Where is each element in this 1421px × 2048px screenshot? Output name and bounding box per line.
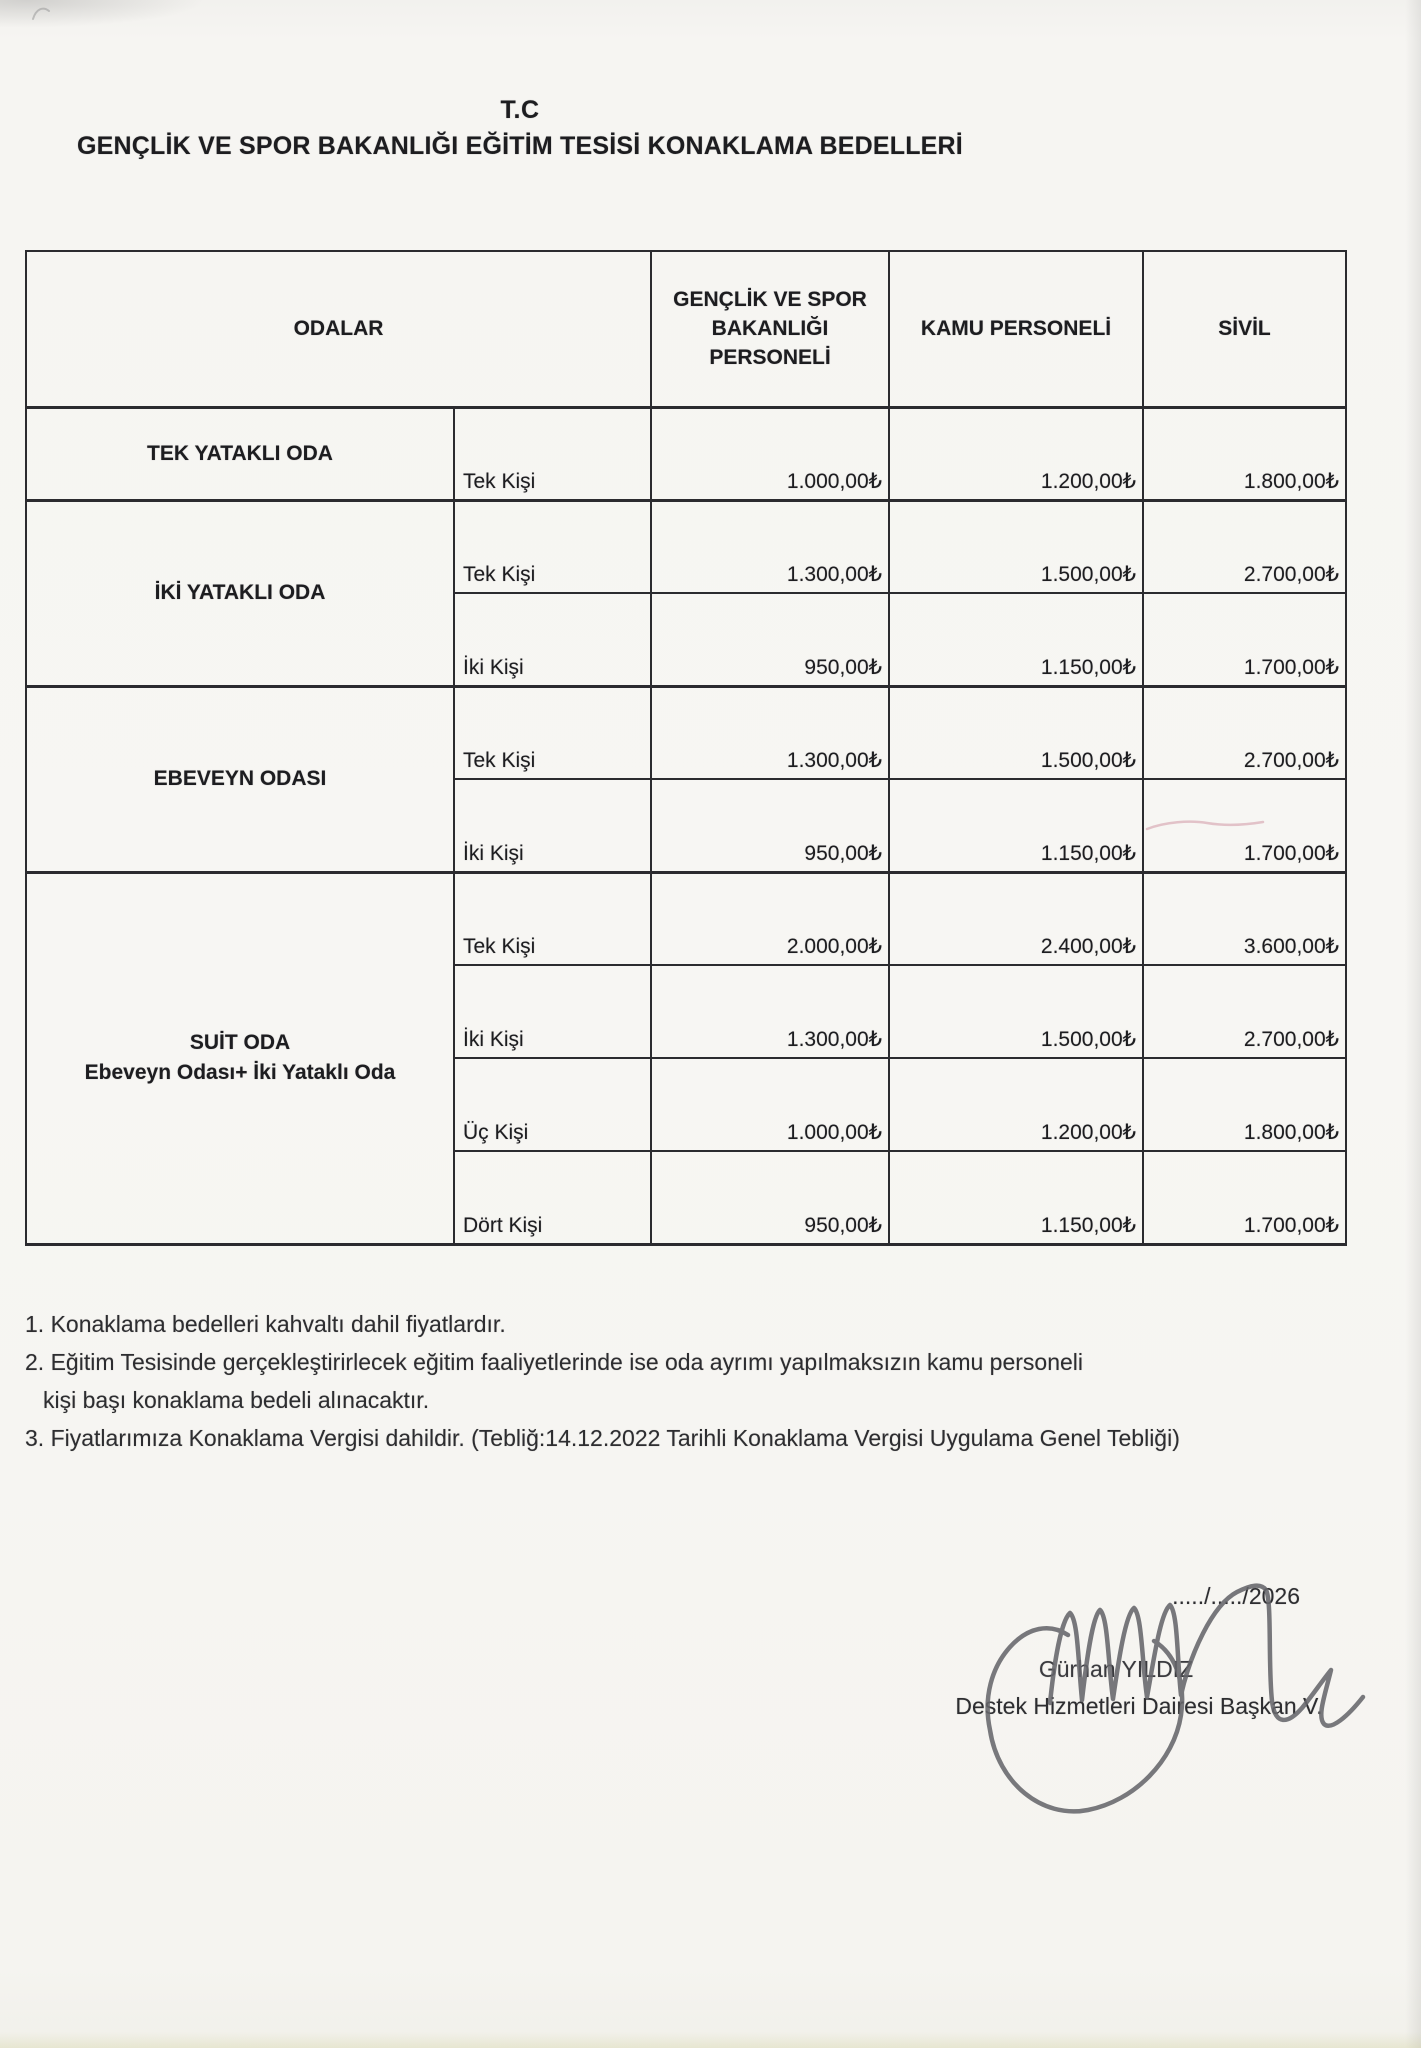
table-row	[26, 872, 1346, 965]
price-cell-kamu: 1.150,00₺	[889, 779, 1143, 872]
scan-edge-bottom	[0, 2032, 1421, 2048]
header-gsb-personeli-label: GENÇLİK VE SPOR BAKANLIĞI PERSONELİ	[673, 288, 867, 370]
notes-section	[25, 1312, 1180, 1464]
price-cell-sivil: 1.700,00₺	[1143, 1151, 1346, 1244]
price-cell-kamu: 1.500,00₺	[889, 500, 1143, 593]
header-odalar: ODALAR	[26, 251, 651, 407]
page-title: GENÇLİK VE SPOR BAKANLIĞI EĞİTİM TESİSİ KONAKLAMA BEDELLERİ	[77, 132, 963, 160]
small-pen-mark	[28, 2, 54, 24]
price-cell-kamu: 1.150,00₺	[889, 593, 1143, 686]
table-row	[26, 407, 1346, 500]
header-kamu-personeli: KAMU PERSONELİ	[889, 251, 1143, 407]
price-cell-sivil: 1.800,00₺	[1143, 1058, 1346, 1151]
document-header	[0, 96, 1040, 161]
handwritten-signature	[950, 1575, 1390, 1905]
occupancy-cell: İki Kişi	[454, 965, 651, 1058]
occupancy-cell: İki Kişi	[454, 779, 651, 872]
price-cell-sivil: 2.700,00₺	[1143, 500, 1346, 593]
price-cell-sivil: 1.700,00₺	[1143, 779, 1346, 872]
price-cell-kamu: 1.200,00₺	[889, 1058, 1143, 1151]
table-row	[26, 686, 1346, 779]
occupancy-cell: Tek Kişi	[454, 686, 651, 779]
note-line: 2. Eğitim Tesisinde gerçekleştirirlecek eğitim faaliyetlerinde ise oda ayrımı yapılmaksızın kamu personeli	[25, 1349, 1084, 1375]
table-header-row	[26, 251, 1346, 407]
price-cell-gsb: 950,00₺	[651, 779, 889, 872]
note-line: kişi başı konaklama bedeli alınacaktır.	[43, 1387, 430, 1413]
price-cell-sivil: 1.800,00₺	[1143, 407, 1346, 500]
header-gsb-personeli	[651, 251, 889, 407]
header-sivil: SİVİL	[1143, 251, 1346, 407]
room-name: TEK YATAKLI ODA	[147, 441, 333, 465]
occupancy-cell: Tek Kişi	[454, 407, 651, 500]
signatory-title: Destek Hizmetleri Dairesi Başkan V.	[955, 1693, 1323, 1719]
room-name: EBEVEYN ODASI	[153, 767, 327, 790]
note-line: 3. Fiyatlarımıza Konaklama Vergisi dahildir. (Tebliğ:14.12.2022 Tarihli Konaklama Vergisi Uygulama Genel Tebliği)	[25, 1425, 1180, 1451]
price-cell-gsb: 1.000,00₺	[651, 407, 889, 500]
note-line: 1. Konaklama bedelleri kahvaltı dahil fiyatlardır.	[25, 1311, 506, 1337]
price-cell-sivil: 1.700,00₺	[1143, 593, 1346, 686]
price-cell-sivil: 2.700,00₺	[1143, 965, 1346, 1058]
price-cell-sivil: 3.600,00₺	[1143, 872, 1346, 965]
signature-date: ...../...../2026	[1172, 1583, 1300, 1609]
price-cell-sivil: 2.700,00₺	[1143, 686, 1346, 779]
scan-edge-right	[1405, 0, 1421, 2048]
price-cell-gsb: 1.000,00₺	[651, 1058, 889, 1151]
occupancy-cell: Tek Kişi	[454, 872, 651, 965]
price-cell-gsb: 950,00₺	[651, 1151, 889, 1244]
price-cell-kamu: 1.150,00₺	[889, 1151, 1143, 1244]
occupancy-cell: Dört Kişi	[454, 1151, 651, 1244]
price-cell-kamu: 1.200,00₺	[889, 407, 1143, 500]
table-row	[26, 500, 1346, 593]
price-cell-kamu: 2.400,00₺	[889, 872, 1143, 965]
price-cell-gsb: 950,00₺	[651, 593, 889, 686]
price-cell-gsb: 1.300,00₺	[651, 965, 889, 1058]
price-cell-gsb: 2.000,00₺	[651, 872, 889, 965]
price-cell-gsb: 1.300,00₺	[651, 500, 889, 593]
room-name-subtitle: Ebeveyn Odası+ İki Yataklı Oda	[84, 1061, 396, 1084]
price-cell-kamu: 1.500,00₺	[889, 686, 1143, 779]
title-tc: T.C	[500, 96, 540, 124]
signatory-name: Gürhan YILDIZ	[1038, 1656, 1194, 1682]
price-cell-kamu: 1.500,00₺	[889, 965, 1143, 1058]
price-table	[25, 250, 1347, 1246]
room-name-cell	[26, 686, 454, 872]
room-name: İKİ YATAKLI ODA	[154, 581, 326, 604]
price-cell-gsb: 1.300,00₺	[651, 686, 889, 779]
room-name-cell	[26, 407, 454, 500]
room-name-cell	[26, 500, 454, 686]
room-name-cell	[26, 872, 454, 1244]
occupancy-cell: İki Kişi	[454, 593, 651, 686]
occupancy-cell: Üç Kişi	[454, 1058, 651, 1151]
pink-pen-mark	[1145, 818, 1267, 834]
occupancy-cell: Tek Kişi	[454, 500, 651, 593]
room-name: SUİT ODA	[189, 1031, 291, 1054]
